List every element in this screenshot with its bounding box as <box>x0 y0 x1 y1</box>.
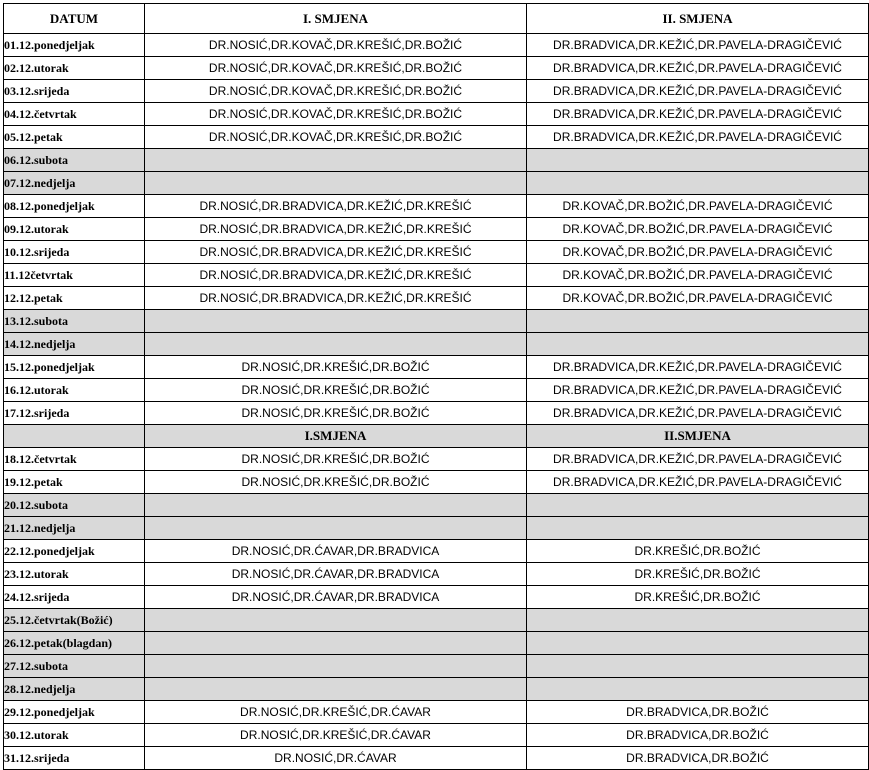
table-row <box>4 609 869 632</box>
date-cell: 21.12.nedjelja <box>4 517 145 540</box>
header-row <box>4 4 869 34</box>
shift-1-cell <box>145 172 527 195</box>
shift-2-cell: DR.BRADVICA,DR.KEŽIĆ,DR.PAVELA-DRAGIČEVIĆ <box>527 471 869 494</box>
date-cell: 07.12.nedjelja <box>4 172 145 195</box>
table-row <box>4 379 869 402</box>
date-cell: 02.12.utorak <box>4 57 145 80</box>
shift-1-cell <box>145 655 527 678</box>
shift-1-cell: DR.NOSIĆ,DR.BRADVICA,DR.KEŽIĆ,DR.KREŠIĆ <box>145 195 527 218</box>
date-cell: 16.12.utorak <box>4 379 145 402</box>
shift-schedule-table <box>3 3 869 770</box>
shift-2-cell <box>527 678 869 701</box>
subheader-shift-1: I.SMJENA <box>145 425 527 448</box>
table-row <box>4 57 869 80</box>
table-row <box>4 126 869 149</box>
date-cell: 28.12.nedjelja <box>4 678 145 701</box>
shift-2-cell: DR.KREŠIĆ,DR.BOŽIĆ <box>527 586 869 609</box>
header-shift-1: I. SMJENA <box>145 4 527 34</box>
shift-1-cell: DR.NOSIĆ,DR.KOVAČ,DR.KREŠIĆ,DR.BOŽIĆ <box>145 126 527 149</box>
shift-2-cell: DR.BRADVICA,DR.BOŽIĆ <box>527 724 869 747</box>
shift-1-cell: DR.NOSIĆ,DR.KREŠIĆ,DR.BOŽIĆ <box>145 448 527 471</box>
shift-1-cell: DR.NOSIĆ,DR.KOVAČ,DR.KREŠIĆ,DR.BOŽIĆ <box>145 103 527 126</box>
shift-2-cell: DR.BRADVICA,DR.KEŽIĆ,DR.PAVELA-DRAGIČEVIĆ <box>527 57 869 80</box>
table-row <box>4 747 869 770</box>
shift-2-cell <box>527 310 869 333</box>
shift-1-cell: DR.NOSIĆ,DR.BRADVICA,DR.KEŽIĆ,DR.KREŠIĆ <box>145 264 527 287</box>
shift-1-cell <box>145 609 527 632</box>
shift-1-cell: DR.NOSIĆ,DR.KOVAČ,DR.KREŠIĆ,DR.BOŽIĆ <box>145 34 527 57</box>
table-row <box>4 80 869 103</box>
shift-2-cell: DR.BRADVICA,DR.KEŽIĆ,DR.PAVELA-DRAGIČEVIĆ <box>527 402 869 425</box>
date-cell: 20.12.subota <box>4 494 145 517</box>
schedule-body-part-2 <box>4 448 869 770</box>
table-row <box>4 402 869 425</box>
date-cell: 05.12.petak <box>4 126 145 149</box>
subheader-date <box>4 425 145 448</box>
shift-2-cell: DR.KOVAČ,DR.BOŽIĆ,DR.PAVELA-DRAGIČEVIĆ <box>527 195 869 218</box>
shift-1-cell: DR.NOSIĆ,DR.ĆAVAR,DR.BRADVICA <box>145 563 527 586</box>
shift-1-cell: DR.NOSIĆ,DR.ĆAVAR,DR.BRADVICA <box>145 540 527 563</box>
shift-2-cell: DR.KOVAČ,DR.BOŽIĆ,DR.PAVELA-DRAGIČEVIĆ <box>527 241 869 264</box>
shift-1-cell: DR.NOSIĆ,DR.KREŠIĆ,DR.ĆAVAR <box>145 701 527 724</box>
table-row <box>4 701 869 724</box>
date-cell: 27.12.subota <box>4 655 145 678</box>
table-row <box>4 563 869 586</box>
shift-2-cell: DR.BRADVICA,DR.KEŽIĆ,DR.PAVELA-DRAGIČEVIĆ <box>527 103 869 126</box>
date-cell: 11.12četvrtak <box>4 264 145 287</box>
shift-1-cell <box>145 517 527 540</box>
table-row <box>4 632 869 655</box>
shift-1-cell <box>145 310 527 333</box>
table-row <box>4 172 869 195</box>
subheader-row <box>4 425 869 448</box>
subheader-section <box>4 425 869 448</box>
shift-2-cell <box>527 655 869 678</box>
shift-1-cell: DR.NOSIĆ,DR.ĆAVAR,DR.BRADVICA <box>145 586 527 609</box>
shift-1-cell: DR.NOSIĆ,DR.KREŠIĆ,DR.BOŽIĆ <box>145 402 527 425</box>
shift-2-cell <box>527 632 869 655</box>
shift-1-cell: DR.NOSIĆ,DR.KOVAČ,DR.KREŠIĆ,DR.BOŽIĆ <box>145 57 527 80</box>
shift-2-cell: DR.BRADVICA,DR.KEŽIĆ,DR.PAVELA-DRAGIČEVIĆ <box>527 356 869 379</box>
shift-1-cell: DR.NOSIĆ,DR.KREŠIĆ,DR.ĆAVAR <box>145 724 527 747</box>
date-cell: 12.12.petak <box>4 287 145 310</box>
table-row <box>4 34 869 57</box>
date-cell: 24.12.srijeda <box>4 586 145 609</box>
shift-1-cell <box>145 333 527 356</box>
shift-1-cell <box>145 494 527 517</box>
shift-2-cell <box>527 517 869 540</box>
date-cell: 13.12.subota <box>4 310 145 333</box>
table-row <box>4 149 869 172</box>
date-cell: 10.12.srijeda <box>4 241 145 264</box>
table-row <box>4 448 869 471</box>
date-cell: 08.12.ponedjeljak <box>4 195 145 218</box>
shift-2-cell: DR.KOVAČ,DR.BOŽIĆ,DR.PAVELA-DRAGIČEVIĆ <box>527 287 869 310</box>
header-date: DATUM <box>4 4 145 34</box>
shift-2-cell <box>527 172 869 195</box>
shift-1-cell: DR.NOSIĆ,DR.KREŠIĆ,DR.BOŽIĆ <box>145 356 527 379</box>
shift-1-cell: DR.NOSIĆ,DR.BRADVICA,DR.KEŽIĆ,DR.KREŠIĆ <box>145 241 527 264</box>
shift-2-cell: DR.KOVAČ,DR.BOŽIĆ,DR.PAVELA-DRAGIČEVIĆ <box>527 264 869 287</box>
table-row <box>4 471 869 494</box>
table-row <box>4 333 869 356</box>
date-cell: 23.12.utorak <box>4 563 145 586</box>
date-cell: 29.12.ponedjeljak <box>4 701 145 724</box>
date-cell: 18.12.četvrtak <box>4 448 145 471</box>
table-row <box>4 241 869 264</box>
table-row <box>4 218 869 241</box>
shift-1-cell <box>145 632 527 655</box>
table-row <box>4 540 869 563</box>
date-cell: 31.12.srijeda <box>4 747 145 770</box>
shift-2-cell: DR.BRADVICA,DR.KEŽIĆ,DR.PAVELA-DRAGIČEVIĆ <box>527 34 869 57</box>
shift-1-cell: DR.NOSIĆ,DR.BRADVICA,DR.KEŽIĆ,DR.KREŠIĆ <box>145 287 527 310</box>
date-cell: 09.12.utorak <box>4 218 145 241</box>
shift-2-cell <box>527 609 869 632</box>
date-cell: 15.12.ponedjeljak <box>4 356 145 379</box>
table-row <box>4 310 869 333</box>
shift-2-cell: DR.BRADVICA,DR.BOŽIĆ <box>527 701 869 724</box>
table-row <box>4 724 869 747</box>
date-cell: 06.12.subota <box>4 149 145 172</box>
shift-1-cell: DR.NOSIĆ,DR.KREŠIĆ,DR.BOŽIĆ <box>145 379 527 402</box>
table-row <box>4 356 869 379</box>
table-row <box>4 195 869 218</box>
table-row <box>4 517 869 540</box>
table-row <box>4 678 869 701</box>
shift-2-cell: DR.KREŠIĆ,DR.BOŽIĆ <box>527 563 869 586</box>
subheader-shift-2: II.SMJENA <box>527 425 869 448</box>
date-cell: 22.12.ponedjeljak <box>4 540 145 563</box>
shift-2-cell: DR.BRADVICA,DR.KEŽIĆ,DR.PAVELA-DRAGIČEVIĆ <box>527 379 869 402</box>
shift-2-cell: DR.KOVAČ,DR.BOŽIĆ,DR.PAVELA-DRAGIČEVIĆ <box>527 218 869 241</box>
shift-1-cell <box>145 678 527 701</box>
table-row <box>4 287 869 310</box>
date-cell: 17.12.srijeda <box>4 402 145 425</box>
table-row <box>4 655 869 678</box>
shift-1-cell: DR.NOSIĆ,DR.KOVAČ,DR.KREŠIĆ,DR.BOŽIĆ <box>145 80 527 103</box>
date-cell: 03.12.srijeda <box>4 80 145 103</box>
shift-2-cell: DR.BRADVICA,DR.KEŽIĆ,DR.PAVELA-DRAGIČEVIĆ <box>527 448 869 471</box>
shift-2-cell <box>527 333 869 356</box>
date-cell: 01.12.ponedjeljak <box>4 34 145 57</box>
shift-1-cell: DR.NOSIĆ,DR.ĆAVAR <box>145 747 527 770</box>
date-cell: 25.12.četvrtak(Božić) <box>4 609 145 632</box>
date-cell: 14.12.nedjelja <box>4 333 145 356</box>
shift-1-cell: DR.NOSIĆ,DR.KREŠIĆ,DR.BOŽIĆ <box>145 471 527 494</box>
table-row <box>4 494 869 517</box>
shift-2-cell <box>527 149 869 172</box>
shift-2-cell: DR.KREŠIĆ,DR.BOŽIĆ <box>527 540 869 563</box>
date-cell: 26.12.petak(blagdan) <box>4 632 145 655</box>
shift-2-cell: DR.BRADVICA,DR.KEŽIĆ,DR.PAVELA-DRAGIČEVIĆ <box>527 126 869 149</box>
schedule-body-part-1 <box>4 34 869 425</box>
date-cell: 30.12.utorak <box>4 724 145 747</box>
table-row <box>4 103 869 126</box>
shift-2-cell: DR.BRADVICA,DR.KEŽIĆ,DR.PAVELA-DRAGIČEVIĆ <box>527 80 869 103</box>
table-row <box>4 264 869 287</box>
shift-2-cell: DR.BRADVICA,DR.BOŽIĆ <box>527 747 869 770</box>
date-cell: 04.12.četvrtak <box>4 103 145 126</box>
date-cell: 19.12.petak <box>4 471 145 494</box>
shift-1-cell: DR.NOSIĆ,DR.BRADVICA,DR.KEŽIĆ,DR.KREŠIĆ <box>145 218 527 241</box>
header-shift-2: II. SMJENA <box>527 4 869 34</box>
shift-2-cell <box>527 494 869 517</box>
table-row <box>4 586 869 609</box>
shift-1-cell <box>145 149 527 172</box>
